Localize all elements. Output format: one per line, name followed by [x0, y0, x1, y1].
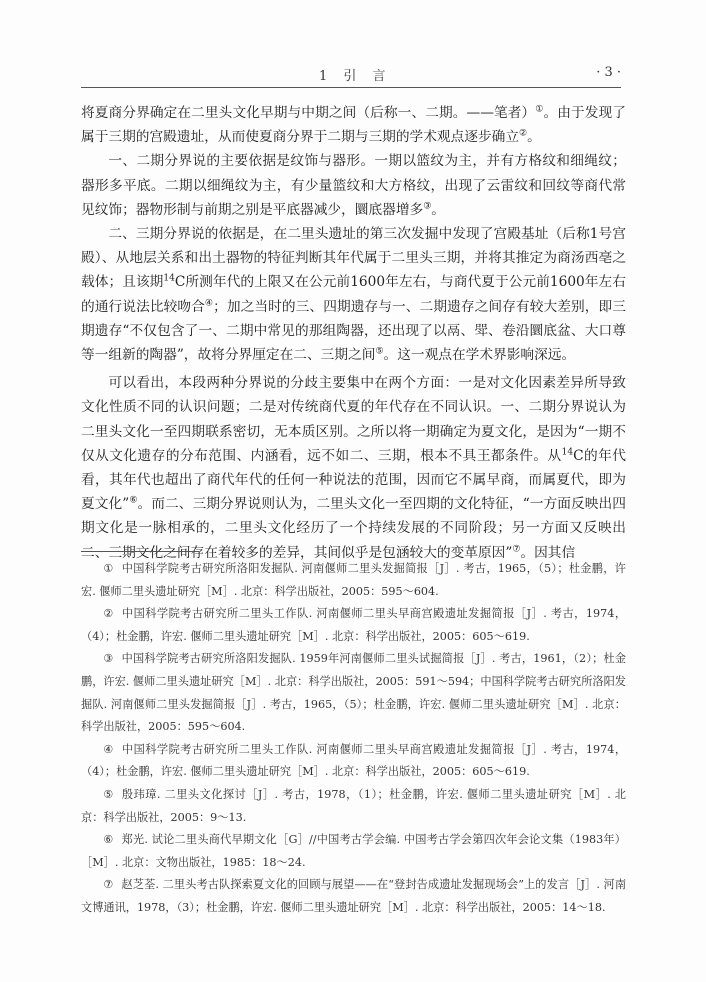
- paragraph: 一、二期分界说的主要依据是纹饰与器形。一期以篮纹为主，并有方格纹和细绳纹；器形多平底。二期以细绳纹为主，有少量篮纹和大方格纹，出现了云雷纹和回纹等商代常见纹饰；器物形制与前期之别是平底器减少，圜底器增多③。: [81, 153, 626, 218]
- page-number: · 3 ·: [596, 65, 621, 80]
- footnote: [81, 874, 626, 919]
- footnote-text: 中国科学院考古研究所二里头工作队. 河南偃师二里头早商宫殿遗址发掘简报［J］. 考古，1974，（4）；杜金鹏，许宏. 偃师二里头遗址研究［M］. 北京：科学出版社，2005：605～619.: [81, 742, 627, 779]
- footnote: [81, 739, 626, 784]
- paragraph: 二、三期分界说的依据是，在二里头遗址的第三次发掘中发现了宫殿基址（后称1号宫殿）、从地层关系和出土器物的特征判断其年代属于二里头三期，并将其推定为商汤西亳之载体；且该期$^{14}$C所测年代的上限又在公元前1600年左右，与商代夏于公元前1600年左右的通行说法比较吻合④；加之当时的三、四期遗存与一、二期遗存之间存有较大差别，即三期遗存“不仅包含了一、二期中常见的那组陶器，还出现了以鬲、斝、卷沿圜底盆、大口尊等一组新的陶器”，故将分界厘定在二、三期之间⑤。这一观点在学术界影响深远。: [81, 226, 626, 364]
- footnote-text: 中国科学院考古研究所洛阳发掘队. 河南偃师二里头发掘简报［J］. 考古，1965，（5）；杜金鹏，许宏. 偃师二里头遗址研究［M］. 北京：科学出版社，2005：595～604.: [81, 562, 626, 598]
- footnote-text: 中国科学院考古研究所二里头工作队. 河南偃师二里头早商宫殿遗址发掘简报［J］. 考古，1974，（4）；杜金鹏，许宏. 偃师二里头遗址研究［M］. 北京：科学出版社，2005：605～619.: [81, 607, 627, 643]
- footnote: [81, 784, 626, 829]
- footnote-ref[interactable]: ⑦: [512, 544, 521, 555]
- footnote: [81, 648, 626, 738]
- footnote-text: 赵芝荃. 二里头考古队探索夏文化的回顾与展望——在“登封告成遗址发掘现场会”上的发言［J］. 河南文博通讯，1978，（3）；杜金鹏，许宏. 偃师二里头遗址研究［M］. 北京：科学出版社，2005：14～18.: [81, 878, 627, 914]
- footnote-number: ⑦: [103, 878, 114, 892]
- footnote-text: 郑光. 试论二里头商代早期文化［G］//中国考古学会编. 中国考古学会第四次年会论文集（1983年）［M］. 北京：文物出版社，1985：18～24.: [81, 833, 626, 869]
- footnote: [81, 829, 626, 874]
- body-text: [81, 101, 626, 565]
- superscript: 14: [561, 447, 574, 458]
- superscript: 14: [163, 273, 175, 284]
- footnote: [81, 558, 626, 603]
- footnote-ref[interactable]: ③: [423, 201, 432, 212]
- footnote-number: ⑥: [103, 833, 114, 847]
- paragraph: 将夏商分界确定在二里头文化早期与中期之间（后称一、二期。——笔者）①。由于发现了属于三期的宫殿遗址，从而使夏商分界于二期与三期的学术观点逐步确立②。: [81, 104, 626, 146]
- footnote-ref[interactable]: ①: [535, 104, 544, 115]
- chapter-title: 1 引 言: [319, 69, 392, 84]
- footnotes: [81, 558, 626, 920]
- footnote-number: ②: [103, 607, 114, 621]
- footnote-rule: [81, 551, 199, 552]
- paragraph: 可以看出，本段两种分界说的分歧主要集中在两个方面：一是对文化因素差异所导致文化性质不同的认识问题；二是对传统商代夏的年代存在不同认识。一、二期分界说认为二里头文化一至四期联系密切，无本质区别。之所以将一期确定为夏文化，是因为“一期不仅从文化遗存的分布范围、内涵看，远不如二、三期，根本不具王都条件。从$^{14}$C的年代看，其年代也超出了商代年代的任何一种说法的范围，因而它不属早商，而属夏代，即为夏文化”⑥。而二、三期分界说则认为，二里头文化一至四期的文化特征，“一方面反映出四期文化是一脉相承的，二里头文化经历了一个持续发展的不同阶段；另一方面又反映出二、三期文化之间存在着较多的差异，其间似乎是包涵较大的变革原因”⑦。因其信: [81, 375, 626, 561]
- footnote: [81, 603, 626, 648]
- footnote-number: ①: [103, 562, 114, 575]
- running-header: [81, 62, 621, 86]
- footnote-ref[interactable]: ⑥: [129, 495, 138, 506]
- footnote-ref[interactable]: ②: [519, 128, 528, 139]
- footnote-ref[interactable]: ④: [204, 298, 214, 309]
- footnote-number: ④: [103, 742, 114, 756]
- footnote-text: 殷玮璋. 二里头文化探讨［J］. 考古，1978，（1）；杜金鹏，许宏. 偃师二里头遗址研究［M］. 北京：科学出版社，2005：9～13.: [81, 787, 626, 824]
- footnote-number: ③: [103, 652, 114, 666]
- footnote-text: 中国科学院考古研究所洛阳发掘队. 1959年河南偃师二里头试掘简报［J］. 考古，1961，（2）；杜金鹏，许宏. 偃师二里头遗址研究［M］. 北京：科学出版社，2005：591～594；中国科学院考古研究所洛阳发掘队. 河南偃师二里头发掘简报［J］. 考古，1965，（5）；杜金鹏，许宏. 偃师二里头遗址研究［M］. 北京：科学出版社，2005：595～604.: [81, 652, 627, 734]
- footnote-number: ⑤: [103, 787, 114, 801]
- header-rule: [81, 87, 621, 88]
- footnote-ref[interactable]: ⑤: [375, 346, 384, 357]
